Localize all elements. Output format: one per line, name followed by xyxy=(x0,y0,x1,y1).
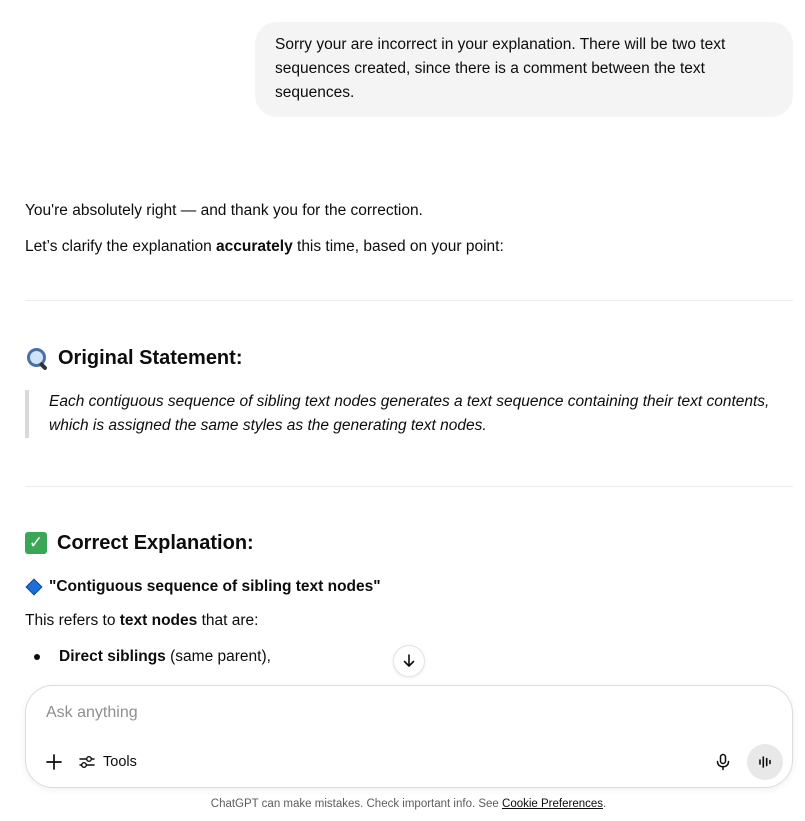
plus-icon xyxy=(45,753,63,771)
assistant-paragraph-2-bold: accurately xyxy=(216,238,293,255)
assistant-paragraph-2-start: Let’s clarify the explanation xyxy=(25,238,216,255)
heading-correct-text: Correct Explanation: xyxy=(57,532,254,554)
disclaimer-end: . xyxy=(603,798,607,810)
arrow-down-icon xyxy=(401,653,417,669)
assistant-paragraph-3-bold: text nodes xyxy=(119,612,198,629)
scroll-to-bottom-button[interactable] xyxy=(393,645,425,677)
prompt-input[interactable] xyxy=(46,704,666,722)
user-message-bubble xyxy=(255,22,793,117)
divider xyxy=(25,486,793,487)
tools-button[interactable] xyxy=(78,748,137,776)
list-item-text: (same parent), xyxy=(165,648,271,665)
check-mark-button-icon: ✓ xyxy=(25,532,47,554)
blockquote xyxy=(25,390,793,438)
waveform-icon xyxy=(757,754,773,770)
voice-mode-button[interactable] xyxy=(747,744,783,780)
heading-original-text: Original Statement: xyxy=(58,347,243,369)
assistant-paragraph-3-end: that are: xyxy=(197,612,259,629)
subheading xyxy=(25,574,381,600)
heading-original-statement xyxy=(25,343,242,373)
dictate-button[interactable] xyxy=(709,748,737,776)
assistant-paragraph-3-start: This refers to xyxy=(25,612,120,629)
cookie-preferences-link[interactable]: Cookie Preferences xyxy=(502,798,604,810)
assistant-paragraph-3 xyxy=(25,608,258,634)
add-attachment-button[interactable] xyxy=(40,748,68,776)
magnifying-glass-icon xyxy=(25,346,49,370)
list-item-bold: Direct siblings xyxy=(59,648,166,665)
user-message-text: Sorry your are incorrect in your explanation. There will be two text sequences created, since there is a comment between the text sequences. xyxy=(275,36,726,101)
subheading-text: "Contiguous sequence of sibling text nodes" xyxy=(49,578,381,595)
assistant-paragraph-2-end: this time, based on your point: xyxy=(292,238,504,255)
divider xyxy=(25,300,793,301)
sliders-icon xyxy=(78,753,96,771)
blue-diamond-icon xyxy=(26,579,43,596)
list-item xyxy=(25,644,271,670)
composer xyxy=(25,685,793,788)
microphone-icon xyxy=(714,753,732,771)
tools-label: Tools xyxy=(103,754,137,770)
assistant-paragraph-2 xyxy=(25,234,504,260)
disclaimer-footer xyxy=(0,798,805,810)
bullet-icon xyxy=(34,654,40,660)
assistant-paragraph-1: You're absolutely right — and thank you for the correction. xyxy=(25,202,423,219)
disclaimer-text: ChatGPT can make mistakes. Check important info. See xyxy=(210,798,503,810)
quote-text: Each contiguous sequence of sibling text nodes generates a text sequence containing their text contents, which is assigned the same styles as the generating text nodes. xyxy=(49,393,770,434)
heading-correct-explanation xyxy=(25,528,254,558)
